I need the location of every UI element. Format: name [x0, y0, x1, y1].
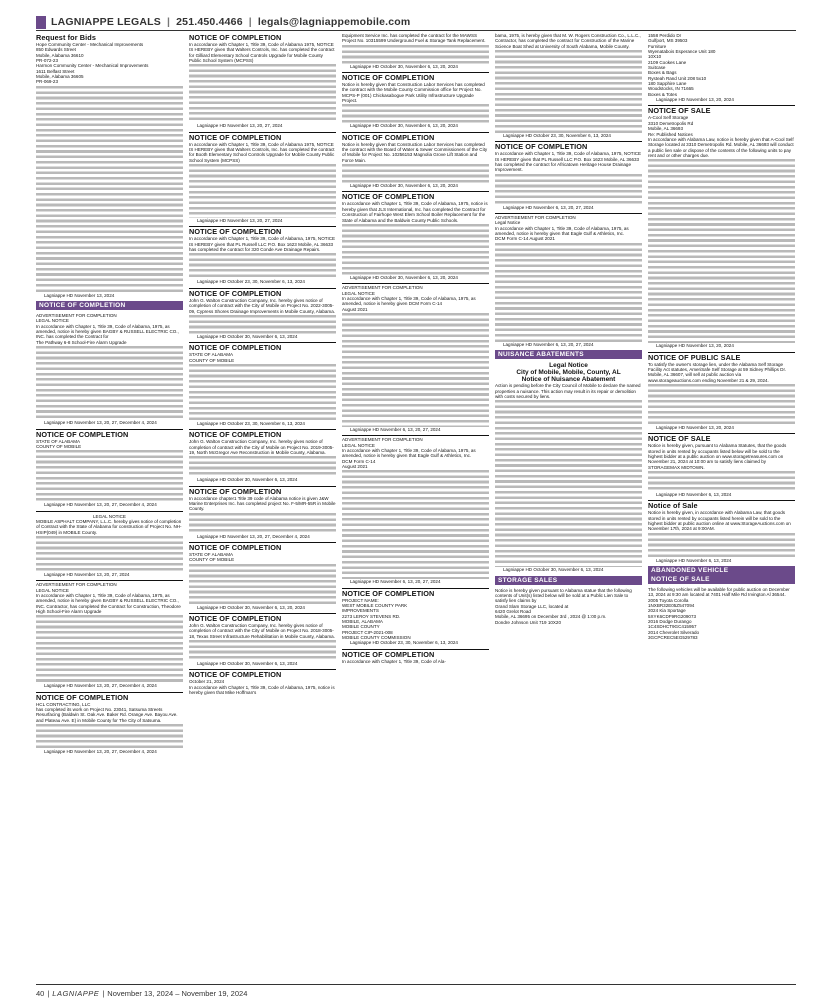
notice-text-block [189, 363, 336, 421]
notice-text-block [495, 173, 642, 205]
notice-text-block [189, 455, 336, 477]
notice-body: John G. Walton Construction Company, Inc. hereby gives notice of completion of contract with the City of Mobile on Project No. 2019-3005-19, North McGregor Ave Reconstruction in Mobile County, Alabama. [189, 439, 334, 455]
notice-publication: Lagniappe HD November 13, 20, 27, December 4, 2024 [44, 502, 157, 508]
notice-body: In accordance with Chapter 1, Title 39, Code of Alabama, 1975, notice is hereby given that JLS International, Inc. has completed the Contract for Construction of Fairhope West Elem School Boiler Replacement for the State of Alabama and the Baldwin County Public Schools. [342, 201, 488, 223]
footer-divider: | [47, 988, 50, 998]
notice-heading: NOTICE OF COMPLETION [189, 288, 336, 298]
notice-body: October 21, 2024 In accordance with Chapter 1, Title 39, Code of Alabama, 1975, notice is hereby given that Mike Hoffman's [189, 679, 335, 696]
notice-item [189, 33, 336, 129]
footer-divider: | [102, 988, 105, 998]
notice-text-block [342, 312, 489, 427]
notice-heading: NOTICE OF COMPLETION [189, 132, 336, 142]
notice-body: LEGAL NOTICE In accordance with Chapter 1, Title 39, Code of Alabama, 1975, as amended, notice is hereby given BAGBY & RUSSELL ELECTRIC CO., INC. has completed the Contract for The Pathway 6-8 School-Fire Alarm Upgrade [36, 318, 179, 345]
notice-heading: Request for Bids [36, 33, 96, 42]
notice-item [648, 500, 795, 563]
notice-publication: Lagniappe HD October 23, 30, November 6, 13, 2024 [197, 279, 305, 285]
section-band-abandoned-vehicle: ABANDONED VEHICLE [648, 566, 795, 575]
header-phone: 251.450.4466 [176, 16, 243, 28]
notice-body: bama, 1975, is hereby given that M. W. Rogers Construction Co., L.L.C., Contractor, has completed the contract for Construction of the Marine Science Boat Shed at University of South Alabama, Mobile County. [495, 33, 641, 49]
notice-body: HCL CONTRACTING, LLC has completed its work on Project No. 23041, Satsuma Streets Resurfacing (Baldwin St. Oak Ave. Baker Rd. Orange Ave. Bayou Ave. and Plateau Ave. E) in Mobile County for The City of Satsuma. [36, 701, 178, 723]
section-band-notice-of-sale: NOTICE OF SALE [648, 575, 795, 584]
section-band-storage-sales: STORAGE SALES [495, 576, 642, 585]
notice-body: MOBILE ASPHALT COMPANY, L.L.C. hereby gives notice of completion of Contract with the State of Alabama for construction of Project No. NH-HSIP(049) in MOBILE County. [36, 518, 182, 535]
notice-body: John G. Walton Construction Company, Inc. hereby gives notice of completion of contract with the City of Mobile on Project No. 2022-3005-09, Cypress Shores Drainage Improvements in Mobile County, Alabama. [189, 297, 335, 314]
notice-body: Notice is hereby given that Construction Labor Services has completed the contract with the Board of Water & Sewer Commissioners of the City of Mobile for Project No. 10256153 Magnolia Grove Lift Station and Force Main. [342, 141, 488, 163]
notice-heading: ADVERTISEMENT FOR COMPLETION [342, 435, 489, 442]
notice-text-block [189, 252, 336, 279]
section-marker-icon [36, 16, 46, 29]
notice-body: Hope Community Center - Mechanical Improvements 850 Edwards Street Mobile, Alabama 36610 PR-072-23 Harmon Community Center - Mechanical Improvements 1611 Belfast Street Mobile, Alabama 36605 PR-069-23 [36, 42, 149, 85]
notice-text-block [189, 639, 336, 661]
notice-item [495, 141, 642, 210]
notice-heading: NOTICE OF COMPLETION [189, 486, 336, 496]
notice-item [189, 288, 336, 339]
notice-body: PROJECT NAME: WEST MOBILE COUNTY PARK IMPROVEMENTS 2273 LEROY STEVENS RD. MOBILE, ALABAMA MOBILE COUNTY PROJECT CIP-2021-008 MOBILE COUNTY COMMISSION [342, 597, 411, 641]
notice-body: In accordance with Chapter 1, Title 39, Code of Alabama, 1975, NOTICE IS HEREBY given that PL Russell LLC P.O. Box 1623 Mobile, AL 36633 has completed the contract for 320 Conde Ave Drainage Repairs. [189, 236, 336, 253]
notice-body: Notice is hereby given that Construction Labor Services has completed the contract with the Mobile County Commission office for Project No. MCPS-P (001) Chickasabogue Park Utility Infrastructure Upgrade Project. [342, 82, 485, 104]
notice-heading: NOTICE OF COMPLETION [189, 669, 336, 679]
notice-text-block [342, 103, 489, 123]
notice-text-block [189, 512, 336, 534]
notice-publication: Lagniappe HD October 30, November 6, 13, 20, 2024 [350, 123, 458, 129]
notice-heading: NOTICE OF COMPLETION [342, 588, 489, 598]
notice-heading: NOTICE OF COMPLETION [189, 226, 336, 236]
notice-heading: NOTICE OF COMPLETION [189, 429, 336, 439]
notice-text-block [189, 163, 336, 218]
notice-publication: Lagniappe HD November 13, 20, 27, 2024 [44, 571, 130, 577]
section-band-completion: NOTICE OF COMPLETION [36, 301, 183, 310]
notice-heading: ADVERTISEMENT FOR COMPLETION [342, 283, 489, 290]
notice-heading: NOTICE OF SALE [648, 433, 795, 443]
notice-heading: ADVERTISEMENT FOR COMPLETION [36, 580, 183, 587]
notice-text-block [495, 49, 642, 133]
notice-item [342, 283, 489, 432]
notice-text-block [648, 158, 795, 343]
notice-heading: NOTICE OF COMPLETION [189, 613, 336, 623]
notice-text-block [342, 469, 489, 579]
notice-heading: NOTICE OF COMPLETION [495, 141, 642, 151]
notice-body: Equipment Service Inc. has completed the contract for the MAWSS Project No. 10315599 Underground Fuel & Storage Tank Replacement. [342, 33, 486, 44]
notice-publication: Lagniappe HD November 13, 20, 2024 [656, 97, 734, 103]
notice-heading: Notice of Nuisance Abatement [521, 376, 616, 384]
notice-text-block [36, 85, 183, 293]
notice-item [189, 132, 336, 224]
notice-body: John G. Walton Construction Company, Inc. hereby gives notice of completion of contract with the City of Mobile on Project No. 2018-3005-18, Texas Street Infrastructure Rehabilitation in Mobile County, Alabama. [189, 623, 335, 639]
notice-item [342, 72, 489, 129]
notice-heading: NOTICE OF COMPLETION [36, 692, 183, 702]
header-rule [36, 30, 796, 31]
notice-item [36, 692, 183, 755]
notice-publication: Lagniappe HD November 13, 20, 27, 2024 [197, 218, 283, 224]
notice-heading: NOTICE OF COMPLETION [342, 191, 489, 201]
notice-item [648, 433, 795, 497]
notice-body: LEGAL NOTICE In accordance with Chapter 1, Title 39, Code of Alabama, 1975, as amended, notice is hereby given that Eagle Gulf & Athletics, Inc. DCM Form C-14 August 2021 [342, 442, 476, 469]
notice-item [36, 429, 183, 508]
header-email[interactable]: legals@lagniappemobile.com [257, 16, 411, 28]
notice-item [648, 105, 795, 348]
notice-item [189, 613, 336, 666]
notice-item [342, 132, 489, 189]
notice-item [189, 542, 336, 610]
notice-item [189, 226, 336, 284]
notice-heading: NOTICE OF COMPLETION [342, 132, 489, 142]
notice-body: 1558 Perdido Dr Gulfport, MS 39503 Furniture Wyenatabois Esperance Unit 180 10X10 2109 Cookes Lane Suitcase Boxes & Bags Rysteah Rand Unit 208 5x10 180 Sapphire Lane Woodstocks, IN 71665 Boxes & Totes [648, 33, 716, 97]
section-band-nuisance-abatements: NUISANCE ABATEMENTS [495, 350, 642, 359]
header-divider: | [166, 16, 171, 28]
notice-publication: Lagniappe HD November 6, 13, 2024 [656, 492, 732, 497]
notice-publication: Lagniappe HD November 13, 20, 2024 [656, 424, 734, 430]
notice-item [495, 362, 642, 572]
notice-item [189, 669, 336, 695]
notice-text-block [648, 470, 795, 492]
notice-heading: NOTICE OF COMPLETION [189, 342, 336, 352]
column-5 [648, 33, 795, 981]
notice-body: A-Cool Self Storage 3310 Demetropolis Rd Mobile, AL 36693 Re: Published Notices In accordance with Alabama Law, notice is hereby given that A-Cool Self Storage located at 3310 Demetropolis Rd. Mobile, AL 36693 will conduct a public lien sale or dispose of the contents of the following units to pay rent and or other charges due. [648, 115, 794, 158]
notice-publication: Lagniappe HD October 23, 30, November 6, 13, 2024 [350, 640, 458, 646]
column-4 [495, 33, 642, 981]
notice-heading: ADVERTISEMENT FOR COMPLETION [36, 313, 117, 319]
notice-publication: Lagniappe HD November 13, 20, 27, December 4, 2024 [44, 683, 157, 689]
notice-heading: City of Mobile, Mobile, County, AL [516, 369, 621, 377]
notice-publication: Lagniappe HD November 13, 2024 [44, 292, 115, 298]
header-divider: | [248, 16, 252, 28]
notice-body: In accordance chapter1 Title 39 code of Alabama notice is given J&W Marine Enterprises Inc. has completed project No. F-5/MR-55R in Mobile County. [189, 495, 336, 512]
notice-heading: NOTICE OF COMPLETION [189, 33, 282, 42]
notice-body: Legal Notice In accordance with Chapter 1, Title 39, Code of Alabama, 1975, as amended, notice is hereby given that Eagle Gulf & Athletics, Inc. DCM Form C-14 August 2021 [495, 220, 629, 242]
notice-publication: Lagniappe HD October 30, November 6, 13, 2024 [197, 477, 298, 483]
column-2 [189, 33, 336, 981]
notice-body: STATE OF ALABAMA COUNTY OF MOBILE [36, 438, 82, 449]
notice-item [189, 342, 336, 426]
notice-item [342, 33, 489, 69]
notice-item [495, 33, 642, 138]
notice-body: The following vehicles will be available for public auction on December 13, 2024 at 9:30 am located at 7401 Half Mile Rd Irvington Al 36544. 2005 Toyota Corolla 1NXBR32E05Z547094 2024 Kia Sportage 5XYK6CDF9RG209073 2016 Dodge Durango 1C4SDHCT9GC415957 2014 Chevrolet Silverado 3GCPCREC5EG529783 [648, 587, 790, 641]
notice-publication: Lagniappe HD November 13, 20, 2024 [656, 343, 734, 349]
section-title: LAGNIAPPE LEGALS [51, 16, 161, 28]
notice-body: In accordance with Chapter 1, Title 39, Code of Alabama 1975, NOTICE IS HEREBY given that Walters Controls, Inc. has completed the contract for Gilliard Elementary School Controls Upgrade for Mobile County Public School System (MCPSS) [189, 42, 335, 64]
notice-item [495, 588, 642, 625]
notice-publication: Lagniappe HD November 13, 20, 27, December 4, 2024 [44, 749, 157, 755]
notice-item [342, 435, 489, 584]
notice-item [342, 588, 489, 646]
notice-publication: Lagniappe HD October 30, November 6, 13, 2024 [197, 661, 298, 667]
column-3 [342, 33, 489, 981]
notice-publication: Lagniappe HD October 30, November 6, 13, 20, 2024 [197, 604, 305, 610]
notice-request-for-bids [36, 33, 183, 298]
column-1 [36, 33, 183, 981]
notice-text-block [36, 345, 183, 420]
notice-publication: Lagniappe HD October 23, 30, November 6, 13, 2024 [197, 420, 305, 426]
notice-body: Notice is hereby given pursuant to Alabama statue that the following contents of Unit(s) listed below will be sold at a Public Lien Sale to satisfy lien claims by Grand Slam Storage LLC, located at 6420 Grelot Road Mobile, AL 36695 on December 3rd , 2024 @ 1:00 p.m. Dondre Johnson Unit 719 10X20 [495, 587, 632, 625]
notice-heading: Legal Notice [549, 362, 588, 370]
notice-text-block [189, 314, 336, 334]
notice-heading: NOTICE OF COMPLETION [36, 429, 183, 439]
notice-publication: Lagniappe HD November 6, 13, 2024 [656, 557, 732, 563]
notice-publication: Lagniappe HD November 13, 20, 27, December 4, 2024 [44, 420, 157, 426]
page-number: 40 [36, 988, 45, 998]
notice-heading: LEGAL NOTICE [36, 511, 183, 519]
notice-body: STATE OF ALABAMA COUNTY OF MOBILE [189, 352, 235, 363]
notice-publication: Lagniappe HD November 6, 13, 20, 27, 2024 [503, 341, 594, 347]
notice-text-block [342, 163, 489, 183]
notice-text-block [36, 535, 183, 572]
notice-text-block [36, 449, 183, 502]
notice-body: In accordance with Chapter 1, Title 39, Code of Alabama, 1975, NOTICE IS HEREBY given that PL Russell LLC P.O. Box 1623 Mobile, AL 36633 has completed the contract for Africatown Heritage House Drainage Improvement. [495, 151, 642, 173]
notice-text-block [189, 563, 336, 605]
notice-item [189, 429, 336, 482]
notice-heading: NOTICE OF COMPLETION [342, 72, 489, 82]
notice-publication: Lagniappe HD November 6, 13, 20, 27, 2024 [350, 579, 441, 585]
notice-body: LEGAL NOTICE In accordance with Chapter 1, Title 39, Code of Alabama, 1975, as amended, notice is hereby given BAGBY & RUSSELL ELECTRIC CO., INC. Contractor, has completed the Contract for Construction, Theodore High School-Fire Alarm Upgrade [36, 587, 181, 614]
notice-text-block [648, 532, 795, 558]
notice-publication: Lagniappe HD October 23, 30, November 6, 13, 2024 [503, 133, 611, 139]
notice-text-block [36, 723, 183, 749]
notice-body: In accordance with Chapter 1, Title 39, Code of Alabama 1975, NOTICE IS HEREBY given that Walters Controls, Inc. has completed the contract for Booth Elementary School Controls Upgrade for Mobile County Public School System (MCPSS) [189, 141, 335, 163]
page-header [36, 14, 796, 30]
footer-dates: November 13, 2024 – November 19, 2024 [107, 988, 248, 998]
notice-publication: Lagniappe HD October 30, November 6, 13, 2024 [503, 567, 604, 573]
notice-text-block [36, 614, 183, 683]
notice-item [36, 580, 183, 688]
notice-heading: NOTICE OF PUBLIC SALE [648, 352, 795, 362]
notice-publication: Lagniappe HD November 6, 13, 20, 27, 2024 [350, 426, 441, 432]
notice-body: Notice is hereby given, in accordance with Alabama Law, that goods stored in units rented by occupants listed herein will be sold to the highest bidder at public auction online at www.StorageAuctions.com on November 17th, 2024 at 9:00AM. [648, 510, 791, 532]
notice-item [648, 587, 795, 640]
notice-publication: Lagniappe HD October 30, November 6, 13, 20, 2024 [350, 183, 458, 189]
notice-text-block [648, 383, 795, 425]
footer-brand: LAGNIAPPE [52, 988, 100, 998]
notice-item [342, 649, 489, 664]
notice-publication: Lagniappe HD November 6, 13, 20, 27, 2024 [503, 204, 594, 210]
notice-heading: NOTICE OF COMPLETION [342, 649, 489, 659]
notice-item [342, 191, 489, 280]
notice-text-block [342, 44, 489, 64]
notice-item [648, 352, 795, 431]
notice-publication: Lagniappe HD November 13, 20, 27, 2024 [197, 123, 283, 129]
notice-publication: Lagniappe HD October 30, November 6, 13, 2024 [197, 333, 298, 339]
notice-item [648, 33, 795, 102]
notice-body: LEGAL NOTICE In accordance with Chapter 1, Title 39, Code of Alabama, 1975, as amended, notice is hereby given DCM Form C-14 August 2021 [342, 290, 476, 312]
notice-text-block [495, 399, 642, 567]
notice-heading: NOTICE OF COMPLETION [189, 542, 336, 552]
notice-publication: Lagniappe HD October 30, November 6, 13, 20, 2024 [350, 63, 458, 69]
notice-item [189, 486, 336, 539]
notice-body: STATE OF ALABAMA COUNTY OF MOBILE [189, 551, 235, 563]
notice-body: To satisfy the owner's storage lien, under the Alabama Self Storage Facility Act statutes, AmeriSafe Self Storage at 59 Sidney Phillips Dr. Mobile, AL 36607, will sell at public auction via www.storageauctions.com ending November 21 & 29, 2024. [648, 361, 786, 383]
notice-heading: Notice of Sale [648, 500, 795, 510]
notice-publication: Lagniappe HD October 30, November 6, 13, 20, 2024 [350, 274, 458, 280]
notice-text-block [495, 242, 642, 342]
notice-body: Notice is hereby given, pursuant to Alabama Statutes, that the goods stored in units rented by occupants listed below will be sold to the highest bidder at a public auction on www.storagetreasures.com on November 21, 2024 at 10:00 am to satisfy liens claimed by STORAGEMAX MIDTOWN. [648, 443, 787, 470]
notice-body: In accordance with Chapter 1, Title 39, Code of Ala- [342, 658, 446, 664]
footer-rule [36, 984, 796, 985]
notice-heading: NOTICE OF SALE [648, 105, 795, 115]
notice-text-block [342, 223, 489, 275]
legal-columns [36, 33, 796, 981]
page-footer [36, 987, 796, 999]
notice-text-block [189, 63, 336, 123]
notice-body: Action is pending before the City Council of Mobile to declare the named properties a nuisance. This action may result in its repair or demolition with costs secured by liens. [495, 383, 641, 399]
notice-heading: ADVERTISEMENT FOR COMPLETION [495, 213, 642, 220]
notice-item [36, 313, 183, 425]
notice-publication: Lagniappe HD November 13, 20, 27, December 4, 2024 [197, 533, 310, 539]
notice-item [36, 511, 183, 578]
notice-item [495, 213, 642, 347]
